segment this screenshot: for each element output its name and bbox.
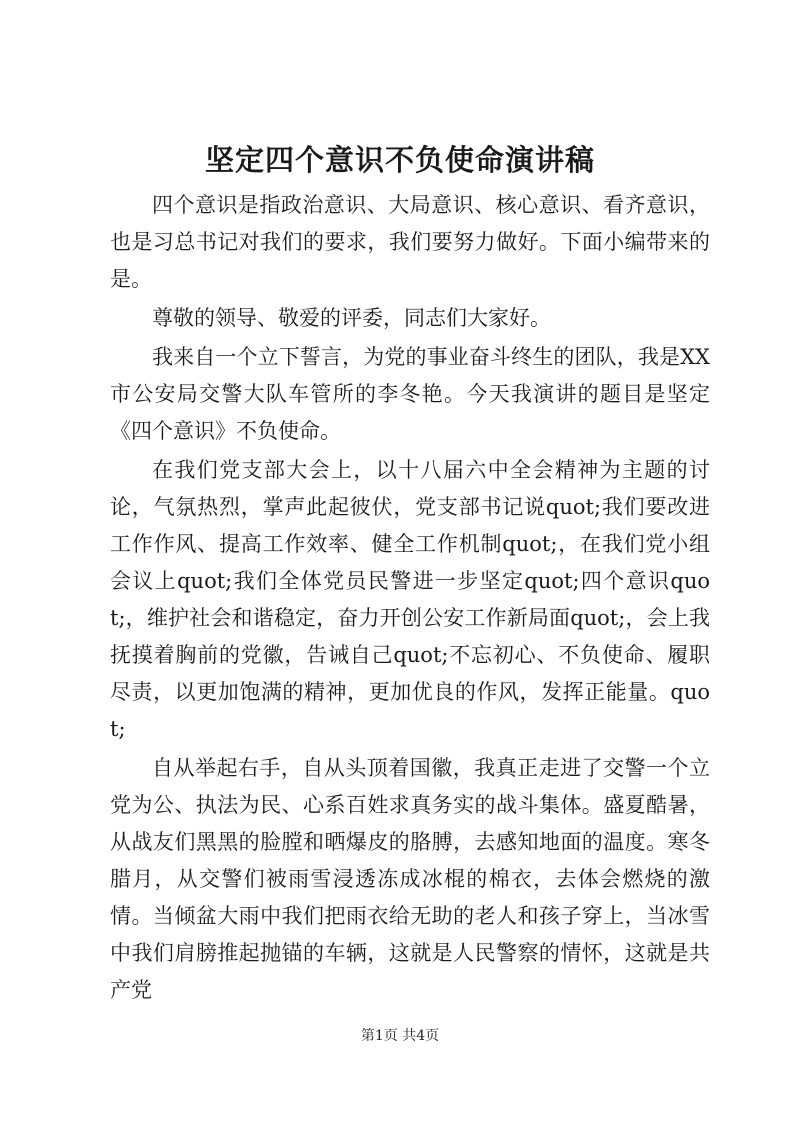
paragraph-service: 自从举起右手，自从头顶着国徽，我真正走进了交警一个立党为公、执法为民、心系百姓求真务实的战斗集体。盛夏酷暑，从战友们黑黑的脸膛和晒爆皮的胳膊，去感知地面的温度。寒冬腊月，从交警们被雨雪浸透冻成冰棍的棉衣，去体会燃烧的激情。当倾盆大雨中我们把雨衣给无助的老人和孩子穿上，当冰雪中我们肩膀推起抛锚的车辆，这就是人民警察的情怀，这就是共产党 xyxy=(110,756,710,1002)
paragraph-self-introduction: 我来自一个立下誓言，为党的事业奋斗终生的团队，我是XX市公安局交警大队车管所的李冬艳。今天我演讲的题目是坚定《四个意识》不负使命。 xyxy=(110,345,710,443)
paragraph-intro: 四个意识是指政治意识、大局意识、核心意识、看齐意识，也是习总书记对我们的要求，我们要努力做好。下面小编带来的是。 xyxy=(110,193,710,291)
page-number-footer: 第1页 共4页 xyxy=(360,1028,440,1044)
document-title: 坚定四个意识不负使命演讲稿 xyxy=(204,143,595,177)
paragraph-party-meeting: 在我们党支部大会上，以十八届六中全会精神为主题的讨论，气氛热烈，掌声此起彼伏，党支部书记说quot;我们要改进工作作风、提高工作效率、健全工作机制quot;，在我们党小组会议上quot;我们全体党员民警进一步坚定quot;四个意识quot;，维护社会和谐稳定，奋力开创公安工作新局面quot;，会上我抚摸着胸前的党徽，告诫自己quot;不忘初心、不负使命、履职尽责，以更加饱满的精神，更加优良的作风，发挥正能量。quot; xyxy=(110,458,710,741)
document-body xyxy=(110,187,710,1011)
paragraph-greeting: 尊敬的领导、敬爱的评委，同志们大家好。 xyxy=(152,306,551,330)
